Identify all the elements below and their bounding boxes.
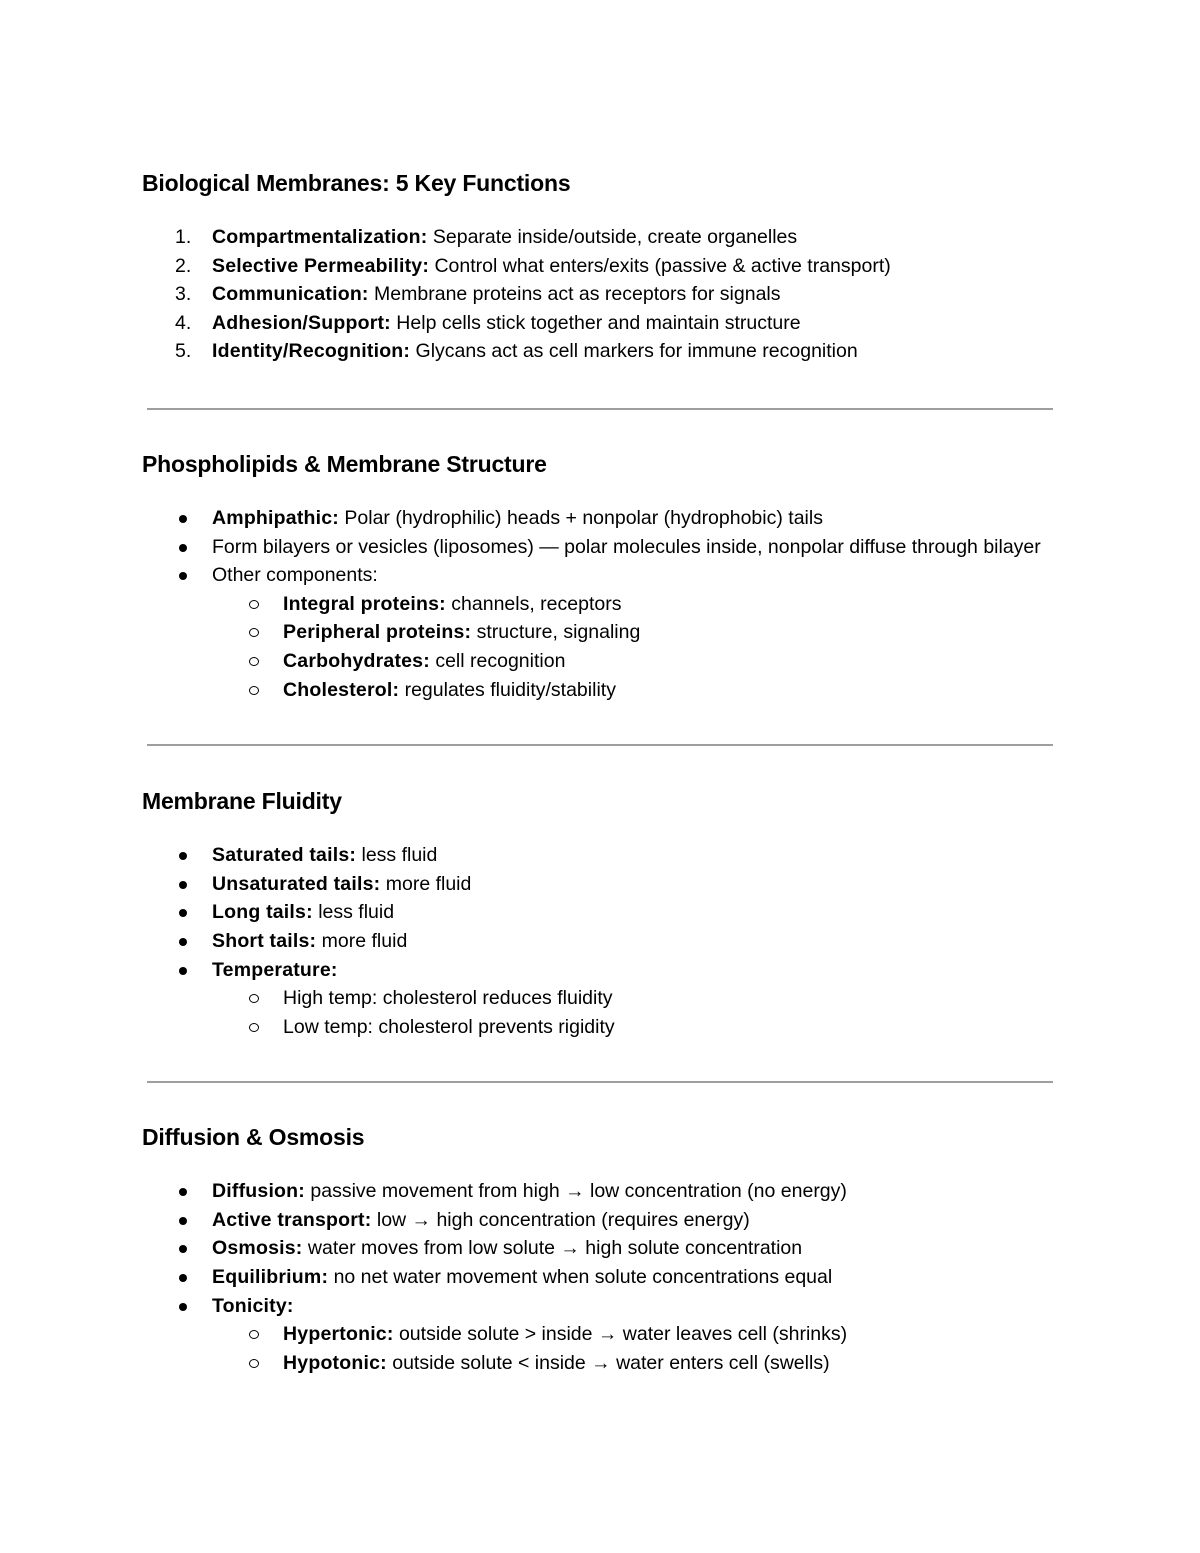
list-item: Long tails: less fluid <box>142 898 1062 927</box>
list-item: High temp: cholesterol reduces fluidity <box>142 984 1062 1013</box>
bullet-icon <box>179 515 187 523</box>
list-item: Hypertonic: outside solute > inside → water leaves cell (shrinks) <box>142 1320 1062 1349</box>
list-item: 1. Compartmentalization: Separate inside/outside, create organelles <box>175 226 798 248</box>
bullet-icon <box>179 1188 187 1196</box>
list-item: Equilibrium: no net water movement when solute concentrations equal <box>142 1263 1062 1292</box>
bullet-icon <box>179 1217 187 1225</box>
section-title: Membrane Fluidity <box>142 788 342 815</box>
list-item: Carbohydrates: cell recognition <box>142 647 1062 676</box>
bullet-icon <box>179 909 187 917</box>
bullet-icon <box>179 1303 187 1311</box>
list-item: Short tails: more fluid <box>142 927 1062 956</box>
bullet-icon <box>179 967 187 975</box>
list-item: Amphipathic: Polar (hydrophilic) heads + nonpolar (hydrophobic) tails <box>142 504 1062 533</box>
sub-bullet-list <box>142 590 1062 704</box>
list-item: 4. Adhesion/Support: Help cells stick together and maintain structure <box>175 311 801 334</box>
bullet-icon <box>179 1245 187 1253</box>
bullet-icon <box>179 938 187 946</box>
list-item: Saturated tails: less fluid <box>142 841 1062 870</box>
section-title: Biological Membranes: 5 Key Functions <box>142 170 571 196</box>
hollow-bullet-icon <box>249 628 259 637</box>
list-item: Diffusion: passive movement from high → low concentration (no energy) <box>142 1177 1062 1206</box>
bullet-list <box>142 504 1062 590</box>
horizontal-divider <box>147 1081 1053 1083</box>
list-item: Active transport: low → high concentration (requires energy) <box>142 1206 1062 1235</box>
bullet-icon <box>179 572 187 580</box>
horizontal-divider <box>147 408 1053 410</box>
bullet-icon <box>179 881 187 889</box>
horizontal-divider <box>147 744 1053 746</box>
list-item: Tonicity: <box>142 1292 1062 1321</box>
hollow-bullet-icon <box>249 1330 259 1339</box>
hollow-bullet-icon <box>249 686 259 695</box>
hollow-bullet-icon <box>249 1023 259 1032</box>
hollow-bullet-icon <box>249 657 259 666</box>
list-item: Cholesterol: regulates fluidity/stability <box>142 676 1062 705</box>
bullet-icon <box>179 1274 187 1282</box>
list-item: 5. Identity/Recognition: Glycans act as cell markers for immune recognition <box>175 340 858 363</box>
bullet-list <box>142 841 1062 984</box>
list-item: 3. Communication: Membrane proteins act as receptors for signals <box>175 283 781 306</box>
section-title: Diffusion & Osmosis <box>142 1124 365 1151</box>
section-title: Phospholipids & Membrane Structure <box>142 450 547 477</box>
bullet-icon <box>179 544 187 552</box>
list-item: Peripheral proteins: structure, signaling <box>142 618 1062 647</box>
list-item: Unsaturated tails: more fluid <box>142 870 1062 899</box>
numbered-list <box>142 223 1062 366</box>
bullet-list <box>142 1177 1062 1320</box>
list-item: Form bilayers or vesicles (liposomes) — polar molecules inside, nonpolar diffuse through bilayer <box>142 533 1062 562</box>
bullet-icon <box>179 852 187 860</box>
hollow-bullet-icon <box>249 600 259 609</box>
document-page <box>142 165 1062 1377</box>
list-item: Hypotonic: outside solute < inside → water enters cell (swells) <box>142 1349 1062 1378</box>
sub-bullet-list <box>142 1320 1062 1377</box>
list-item: Low temp: cholesterol prevents rigidity <box>142 1013 1062 1042</box>
list-item: Integral proteins: channels, receptors <box>142 590 1062 619</box>
sub-bullet-list <box>142 984 1062 1041</box>
hollow-bullet-icon <box>249 1359 259 1368</box>
list-item: 2. Selective Permeability: Control what enters/exits (passive & active transport) <box>175 254 891 277</box>
list-item: Temperature: <box>142 956 1062 985</box>
list-item: Osmosis: water moves from low solute → high solute concentration <box>142 1234 1062 1263</box>
hollow-bullet-icon <box>249 994 259 1003</box>
list-item: Other components: <box>142 561 1062 590</box>
